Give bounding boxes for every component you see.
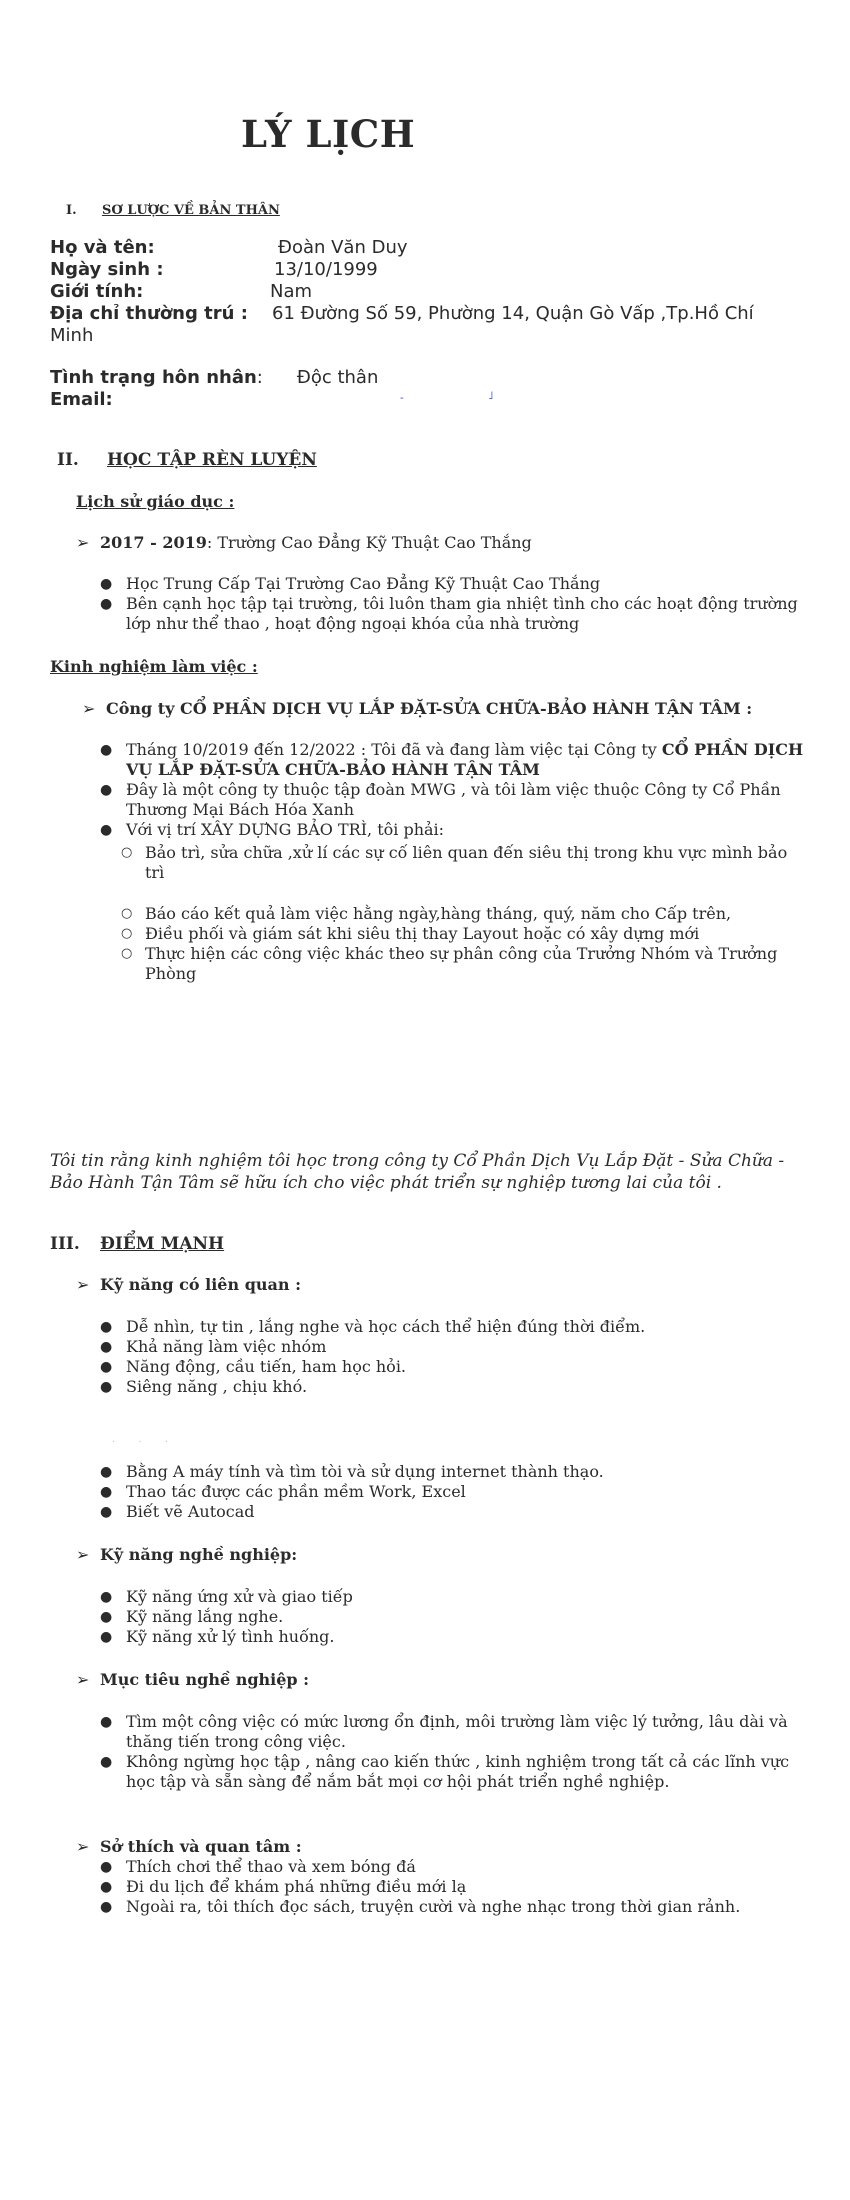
circle-bullet-icon: ○ [121,845,133,860]
circle-bullet-icon: ○ [121,906,133,921]
list-item: ● Đi du lịch để khám phá những điều mới lạ [100,1877,467,1896]
personal-info [50,237,790,411]
list-item: ● Năng động, cầu tiến, ham học hỏi. [100,1357,407,1376]
arrow-bullet-icon: ➢ [76,1545,90,1564]
skills-computer-list [100,1462,806,1522]
hobbies-heading: ➢ Sở thích và quan tâm : [76,1837,302,1856]
marital-row: Tình trạng hôn nhân: Độc thân [50,367,379,388]
dot-bullet-icon: ● [100,1629,113,1645]
duties-list [121,843,805,984]
list-item: ● Kỹ năng ứng xử và giao tiếp [100,1587,353,1606]
dot-bullet-icon: ● [100,1589,113,1605]
arrow-bullet-icon: ➢ [76,1670,90,1689]
goals-list [100,1712,806,1792]
list-item: ● Ngoài ra, tôi thích đọc sách, truyện cười và nghe nhạc trong thời gian rảnh. [100,1897,741,1916]
dot-bullet-icon: ● [100,1464,113,1480]
list-item: ● Học Trung Cấp Tại Trường Cao Đẳng Kỹ Thuật Cao Thắng [100,574,601,593]
skills-career-list [100,1587,806,1647]
arrow-bullet-icon: ➢ [82,699,96,718]
list-item: ○ Bảo trì, sửa chữa ,xử lí các sự cố liên quan đến siêu thị trong khu vực mình bảo trì [121,843,788,882]
list-item: ● Siêng năng , chịu khó. [100,1377,308,1396]
education-list [100,574,806,634]
email-link-mark-2[interactable]: ˩ [488,389,494,402]
address-row: Địa chỉ thường trú : 61 Đường Số 59, Phường 14, Quận Gò Vấp ,Tp.Hồ Chí [50,303,754,324]
education-period-line: ➢ 2017 - 2019: Trường Cao Đẳng Kỹ Thuật Cao Thắng [76,533,532,552]
list-item: ● Thao tác được các phần mềm Work, Excel [100,1482,466,1501]
list-item: ○ Điều phối và giám sát khi siêu thị thay Layout hoặc có xây dựng mới [121,924,700,943]
list-item: ● Bằng A máy tính và tìm tòi và sử dụng internet thành thạo. [100,1462,604,1481]
skills-related-list [100,1317,806,1397]
skills-related-heading: ➢ Kỹ năng có liên quan : [76,1275,301,1294]
address-row-cont: Minh [50,325,94,346]
dot-bullet-icon: ● [100,1319,113,1335]
faded-heading-mark: · · · [112,1437,178,1448]
list-item: ● Biết vẽ Autocad [100,1502,255,1521]
dot-bullet-icon: ● [100,1379,113,1395]
dot-bullet-icon: ● [100,596,113,612]
email-row: Email: [50,389,113,410]
experience-heading: Kinh nghiệm làm việc : [50,657,258,676]
arrow-bullet-icon: ➢ [76,1837,90,1856]
dot-bullet-icon: ● [100,1359,113,1375]
list-item: ● Bên cạnh học tập tại trường, tôi luôn tham gia nhiệt tình cho các hoạt động trường lớp như thể thao , hoạt động ngoại khóa của nhà trường [100,594,798,633]
hobbies-list [100,1857,806,1917]
section-2-heading: II. HỌC TẬP RÈN LUYỆN [57,450,317,470]
list-item: ● Đây là một công ty thuộc tập đoàn MWG , và tôi làm việc thuộc Công ty Cổ Phần Thương Mại Bách Hóa Xanh [100,780,781,819]
arrow-bullet-icon: ➢ [76,533,90,552]
dot-bullet-icon: ● [100,1899,113,1915]
list-item: ● Không ngừng học tập , nâng cao kiến thức , kinh nghiệm trong tất cả các lĩnh vực học tập và sẵn sàng để nắm bắt mọi cơ hội phát triển nghề nghiệp. [100,1752,790,1791]
list-item: ○ Thực hiện các công việc khác theo sự phân công của Trưởng Nhóm và Trưởng Phòng [121,944,778,983]
dot-bullet-icon: ● [100,1609,113,1625]
list-item: ● Kỹ năng lắng nghe. [100,1607,284,1626]
list-item: ● Thích chơi thể thao và xem bóng đá [100,1857,416,1876]
dot-bullet-icon: ● [100,1879,113,1895]
list-item: ● Tìm một công việc có mức lương ổn định, môi trường làm việc lý tưởng, lâu dài và thăng tiến trong công việc. [100,1712,788,1751]
dot-bullet-icon: ● [100,576,113,592]
dot-bullet-icon: ● [100,782,113,798]
dot-bullet-icon: ● [100,1754,113,1770]
experience-list [100,740,806,840]
list-item: ● Kỹ năng xử lý tình huống. [100,1627,335,1646]
arrow-bullet-icon: ➢ [76,1275,90,1294]
dot-bullet-icon: ● [100,1484,113,1500]
skills-career-heading: ➢ Kỹ năng nghề nghiệp: [76,1545,298,1564]
dot-bullet-icon: ● [100,1339,113,1355]
education-heading: Lịch sử giáo dục : [76,492,235,511]
dot-bullet-icon: ● [100,742,113,758]
list-item: ○ Báo cáo kết quả làm việc hằng ngày,hàng tháng, quý, năm cho Cấp trên, [121,904,732,923]
experience-closing: Tôi tin rằng kinh nghiệm tôi học trong công ty Cổ Phần Dịch Vụ Lắp Đặt - Sửa Chữa - Bảo Hành Tận Tâm sẽ hữu ích cho việc phát triển sự nghiệp tương lai của tôi . [50,1151,785,1193]
email-link-mark[interactable]: ‐ [400,391,404,404]
page-title: LÝ LỊCH [241,112,416,156]
dot-bullet-icon: ● [100,1504,113,1520]
dob-row: Ngày sinh : 13/10/1999 [50,259,378,280]
name-row: Họ và tên: Đoàn Văn Duy [50,237,408,258]
dot-bullet-icon: ● [100,822,113,838]
company-line: ➢ Công ty CỔ PHẦN DỊCH VỤ LẮP ĐẶT-SỬA CHỮA-BẢO HÀNH TẬN TÂM : [82,699,753,718]
dot-bullet-icon: ● [100,1859,113,1875]
section-3-heading: III. ĐIỂM MẠNH [50,1234,225,1254]
list-item: ● Dễ nhìn, tự tin , lắng nghe và học cách thể hiện đúng thời điểm. [100,1317,646,1336]
goals-heading: ➢ Mục tiêu nghề nghiệp : [76,1670,310,1689]
empty-line [145,883,805,904]
circle-bullet-icon: ○ [121,946,133,961]
section-1-heading: I. SƠ LƯỢC VỀ BẢN THÂN [66,203,280,218]
list-item: ● Khả năng làm việc nhóm [100,1337,327,1356]
list-item: ● Tháng 10/2019 đến 12/2022 : Tôi đã và đang làm việc tại Công ty CỔ PHẦN DỊCH VỤ LẮP ĐẶT-SỬA CHỮA-BẢO HÀNH TẬN TÂM [100,740,804,779]
dot-bullet-icon: ● [100,1714,113,1730]
list-item: ● Với vị trí XÂY DỰNG BẢO TRÌ, tôi phải: [100,820,445,839]
circle-bullet-icon: ○ [121,926,133,941]
gender-row: Giới tính: Nam [50,281,313,302]
